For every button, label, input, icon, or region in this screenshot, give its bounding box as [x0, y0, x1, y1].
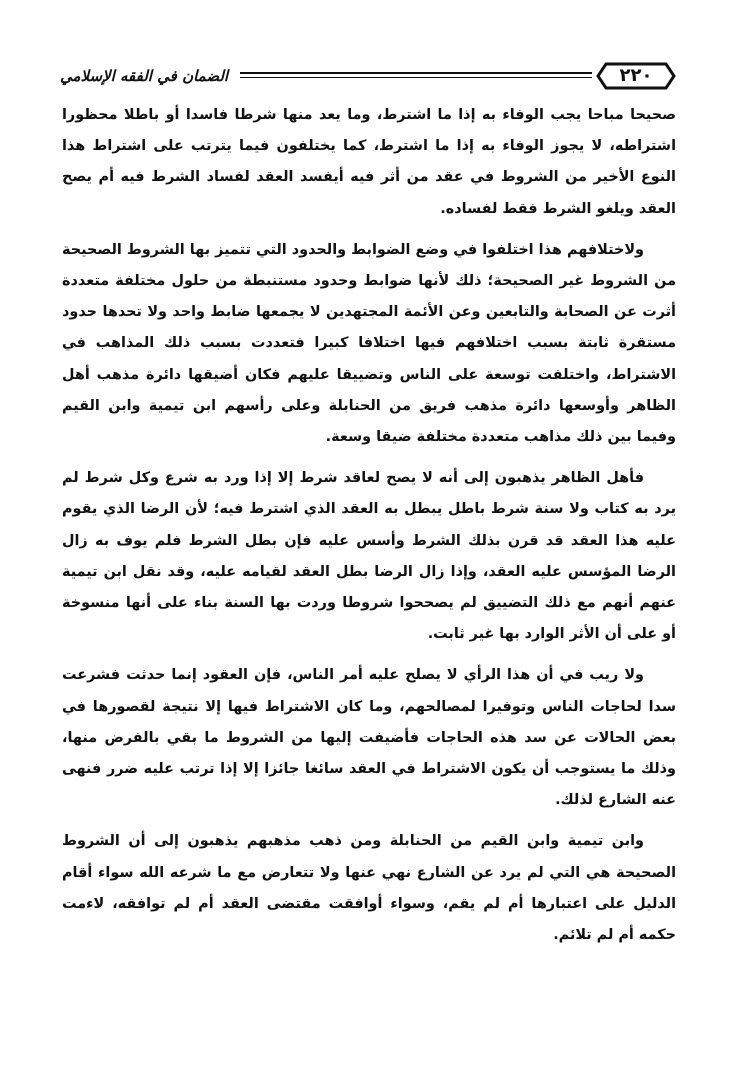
- paragraph-2: ولاختلافهم هذا اختلفوا في وضع الضوابط والحدود التي تتميز بها الشروط الصحيحة من الشروط غير الصحيحة؛ ذلك لأنها ضوابط وحدود مستنبطة من حلول مختلفة متعددة أثرت عن الصحابة والتابعين وعن الأئمة المجتهدين لا يجمعها ضابط واحد ولا تحدها حدود مستقرة ثابتة بسبب اختلافهم فيها اختلافا كبيرا فتعددت بسبب ذلك المذاهب في الاشتراط، واختلفت توسعة على الناس وتضييقا عليهم فكان أضيقها دائرة مذهب أهل الظاهر وأوسعها دائرة مذهب فريق من الحنابلة وعلى رأسهم ابن تيمية وابن القيم وفيما بين ذلك مذاهب متعددة مختلفة ضيقا وسعة.: [62, 241, 676, 446]
- paragraph-3: فأهل الظاهر يذهبون إلى أنه لا يصح لعاقد شرط إلا إذا ورد به شرع وكل شرط لم يرد به كتاب ولا سنة شرط باطل يبطل به العقد الذي اشترط فيه؛ لأن الرضا الذي يقوم عليه هذا العقد قد قرن بذلك الشرط وأسس عليه فإن بطل الشرط فلم يوف به زال الرضا المؤسس عليه العقد، وإذا زال الرضا بطل العقد لقيامه عليه، وقد نقل ابن تيمية عنهم أنهم مع ذلك التضييق لم يصححوا شروطا وردت بها السنة بناء على أنها منسوخة أو على أن الأثر الوارد بها غير ثابت.: [62, 470, 676, 643]
- body-text: [62, 100, 676, 951]
- book-title: الضمان في الفقه الإسلامي: [60, 67, 229, 85]
- header-rule: [240, 72, 592, 74]
- page-number: ٢٢٠: [619, 65, 653, 86]
- running-header: [60, 62, 680, 96]
- header-rule-thin: [240, 77, 592, 78]
- paragraph-5: وابن تيمية وابن القيم من الحنابلة ومن ذهب مذهبهم يذهبون إلى أن الشروط الصحيحة هي التي لم يرد عن الشارع نهي عنها ولا تتعارض مع ما شرعه الله سواء أقام الدليل على اعتبارها أم لم يقم، وسواء أوافقت مقتضى العقد أم لم توافقه، لاءمت حكمه أم لم تلائم.: [62, 833, 676, 944]
- page-number-frame: [596, 62, 676, 90]
- paragraph-1: صحيحا مباحا يجب الوفاء به إذا ما اشترط، وما يعد منها شرطا فاسدا أو باطلا محظورا اشتراطه، لا يجوز الوفاء به إذا ما اشترط، كما يختلفون فيما يترتب على اشتراط هذا النوع الأخير من الشروط في عقد من أثر فيه أيفسد العقد لفساد الشرط فيه أم يصح العقد ويلغو الشرط فقط لفساده.: [62, 107, 676, 217]
- paragraph-4: ولا ريب في أن هذا الرأي لا يصلح عليه أمر الناس، فإن العقود إنما حدثت فشرعت سدا لحاجات الناس وتوفيرا لمصالحهم، وما كان الاشتراط فيها إلا نتيجة لقصورها في بعض الحالات عن سد هذه الحاجات فأضيفت إليها من الشروط ما بقي بالفرض منها، وذلك ما يستوجب أن يكون الاشتراط في العقد سائغا جائزا إلا إذا ترتب عليه ضرر فنهى عنه الشارع لذلك.: [62, 667, 676, 809]
